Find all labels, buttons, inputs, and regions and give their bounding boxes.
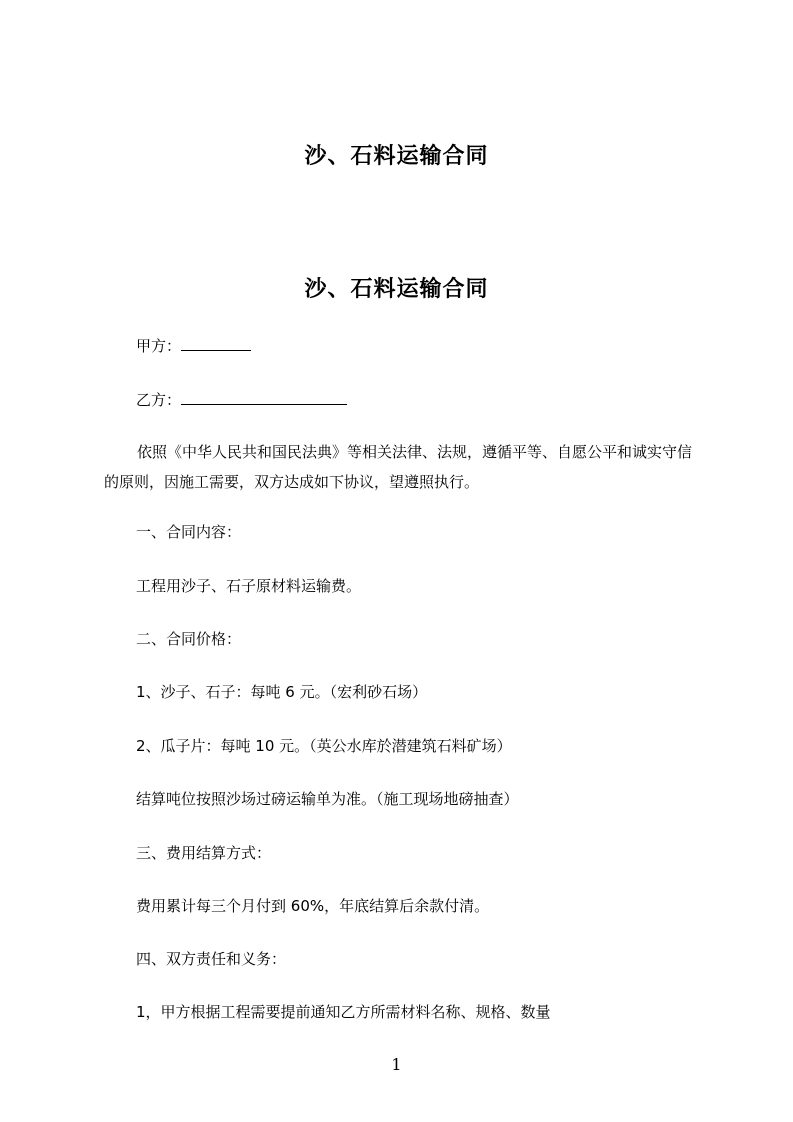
section-heading: 一、合同内容： <box>136 523 242 541</box>
section-heading: 二、合同价格： <box>136 630 242 648</box>
party-b-blank <box>181 389 347 405</box>
document-title: 沙、石料运输合同 <box>304 277 489 302</box>
section-heading: 三、费用结算方式： <box>136 844 272 862</box>
section-text: 结算吨位按照沙场过磅运输单为准。（施工现场地磅抽查） <box>136 790 519 808</box>
section-text: 费用累计每三个月付到 60%，年底结算后余款付清。 <box>136 897 490 915</box>
section-text: 1、沙子、石子：每吨 6 元。（宏利砂石场） <box>136 683 428 701</box>
party-b-line <box>136 389 347 411</box>
intro-paragraph: 依照《中华人民共和国民法典》等相关法律、法规，遵循平等、自愿公平和诚实守信的原则，因施工需要，双方达成如下协议，望遵照执行。 <box>104 443 693 491</box>
party-b-label: 乙方： <box>136 391 182 409</box>
section-heading: 四、双方责任和义务： <box>136 950 287 968</box>
section-text: 工程用沙子、石子原材料运输费。 <box>136 577 362 595</box>
party-a-blank <box>181 335 251 351</box>
party-a-label: 甲方： <box>136 337 182 355</box>
page-number: 1 <box>391 1055 402 1074</box>
section-text: 1，甲方根据工程需要提前通知乙方所需材料名称、规格、数量 <box>136 1003 551 1021</box>
section-text: 2、瓜子片：每吨 10 元。（英公水库於潜建筑石料矿场） <box>136 737 512 755</box>
party-a-line <box>136 335 251 357</box>
header-title: 沙、石料运输合同 <box>304 144 489 169</box>
